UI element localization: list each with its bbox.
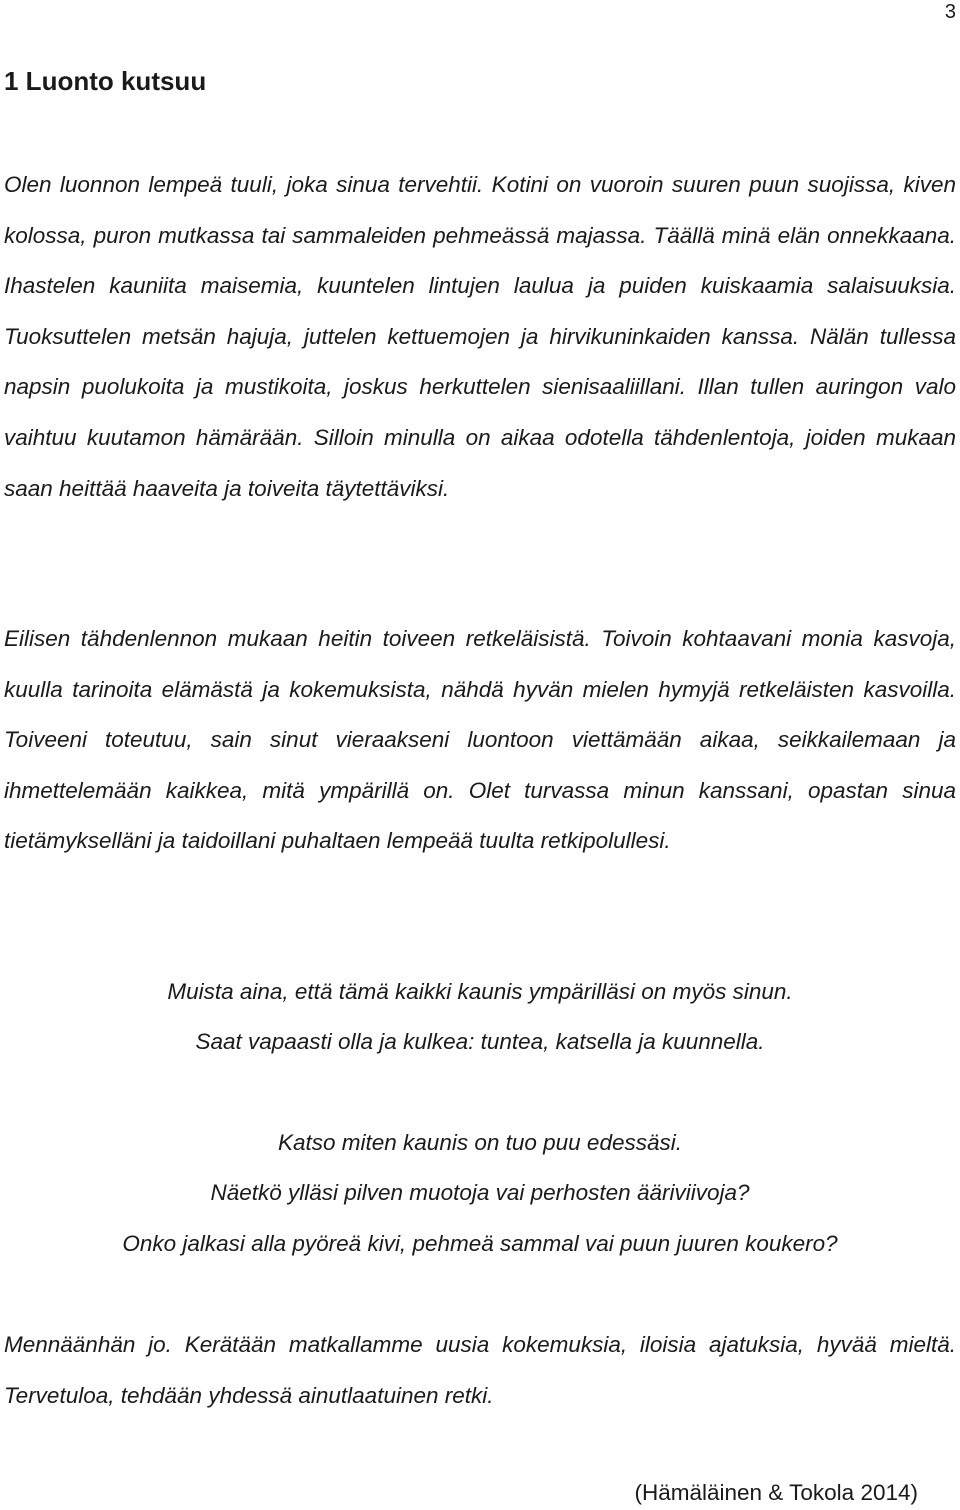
citation: (Hämäläinen & Tokola 2014) [634, 1480, 918, 1505]
wish-paragraph: Eilisen tähdenlennon mukaan heitin toiveen retkeläisistä. Toivoin kohtaavani monia kasvoja, kuulla tarinoita elämästä ja kokemuksista, nähdä hyvän mielen hymyjä retkeläisten kasvoilla. Toiveeni toteutuu, sain sinut vieraakseni luontoon viettämään aikaa, seikkailemaan ja ihmettelemään kaikkea, mitä ympärillä on. Olet turvassa minun kanssani, opastan sinua tietämykselläni ja taidoillani puhaltaen lempeää tuulta retkipolullesi. [4, 626, 956, 854]
centered-line: Saat vapaasti olla ja kulkea: tuntea, katsella ja kuunnella. [195, 1029, 765, 1054]
intro-paragraph: Olen luonnon lempeä tuuli, joka sinua tervehtii. Kotini on vuoroin suuren puun suojissa, kiven kolossa, puron mutkassa tai sammaleiden pehmeässä majassa. Täällä minä elän onnekkaana. Ihastelen kauniita maisemia, kuuntelen lintujen laulua ja puiden kuiskaamia salaisuuksia. Tuoksuttelen metsän hajuja, juttelen kettuemojen ja hirvikuninkaiden kanssa. Nälän tullessa napsin puolukoita ja mustikoita, joskus herkuttelen sienisaaliillani. Illan tullen auringon valo vaihtuu kuutamon hämärään. Silloin minulla on aikaa odotella tähdenlentoja, joiden mukaan saan heittää haaveita ja toiveita täytettäviksi. [4, 172, 956, 501]
centered-line: Näetkö ylläsi pilven muotoja vai perhosten ääriviivoja? [210, 1180, 750, 1205]
chapter-title: 1 Luonto kutsuu [4, 66, 207, 96]
page-number: 3 [944, 1, 956, 23]
centered-line: Onko jalkasi alla pyöreä kivi, pehmeä sammal vai puun juuren koukero? [122, 1231, 838, 1256]
closing-paragraph: Mennäänhän jo. Kerätään matkallamme uusia kokemuksia, iloisia ajatuksia, hyvää mieltä. Tervetuloa, tehdään yhdessä ainutlaatuinen retki. [4, 1332, 956, 1408]
centered-line: Katso miten kaunis on tuo puu edessäsi. [277, 1130, 682, 1155]
centered-line: Muista aina, että tämä kaikki kaunis ympärilläsi on myös sinun. [167, 979, 793, 1004]
